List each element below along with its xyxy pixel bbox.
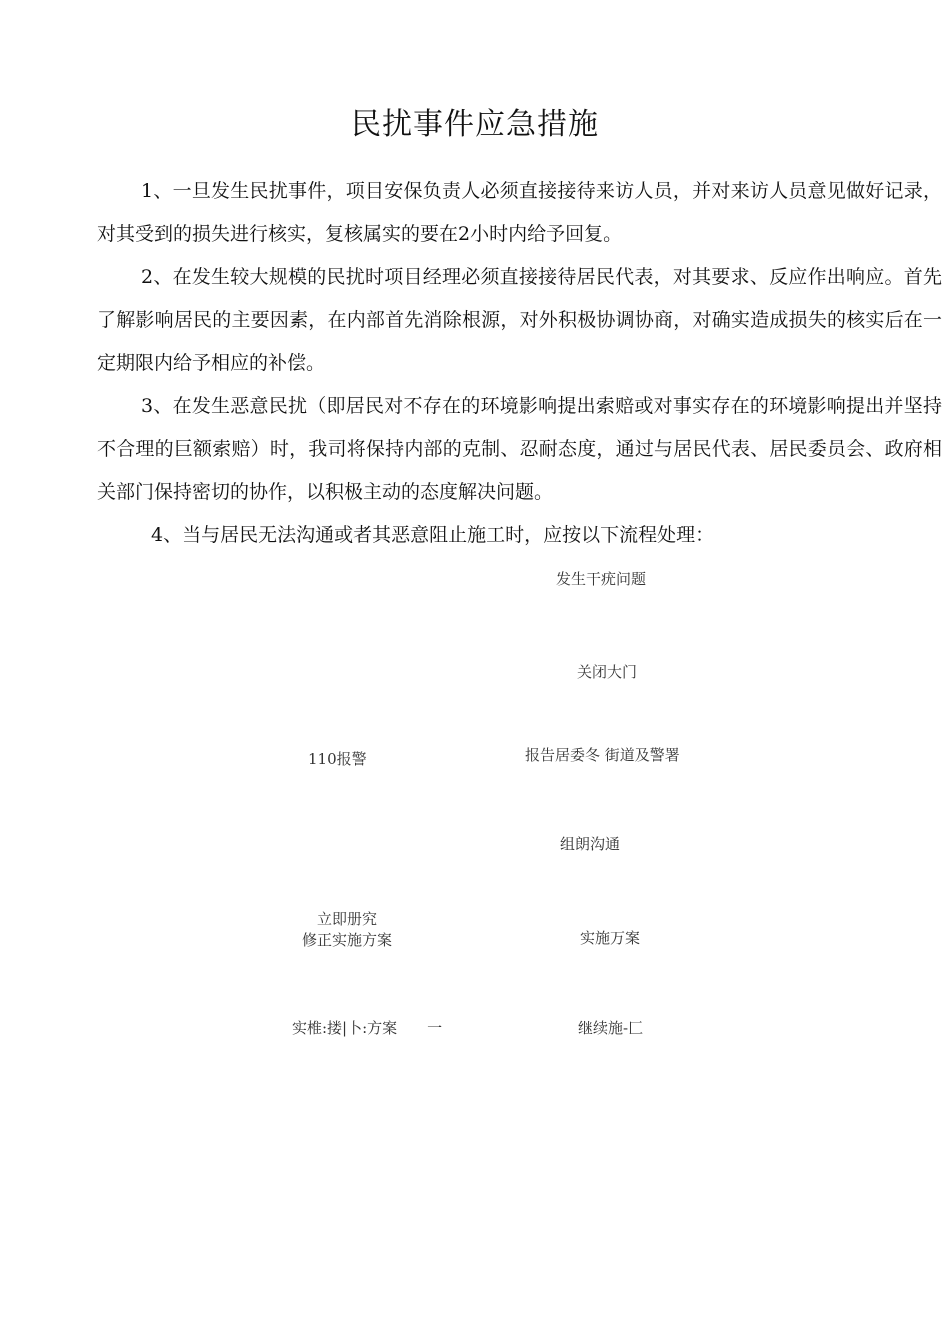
paragraph-3: 3、在发生恶意民扰（即居民对不存在的环境影响提出索赔或对事实存在的环境影响提出并坚持不合理的巨额索赔）时，我司将保持内部的克制、忍耐态度，通过与居民代表、居民委员会、政府相关部门保持密切的协作，以积极主动的态度解决问题。: [97, 395, 942, 503]
paragraph-1: 1、一旦发生民扰事件，项目安保负责人必须直接接待来访人员，并对来访人员意见做好记录，对其受到的损失进行核实，复核属实的要在2小时内给予回复。: [97, 180, 942, 245]
paragraph-2: 2、在发生较大规模的民扰时项目经理必须直接接待居民代表，对其要求、反应作出响应。首先了解影响居民的主要因素，在内部首先消除根源，对外积极协调协商，对确实造成损失的核实后在一定期限内给予相应的补偿。: [97, 266, 942, 374]
flow-node-study-line1: 立即册究: [317, 910, 378, 928]
flow-node-continue: 继续施-匚: [578, 1019, 644, 1037]
flow-node-implement: 实施万案: [580, 929, 641, 947]
document-body: [97, 170, 942, 557]
flow-node-occur: 发生干疣问题: [556, 570, 647, 588]
flow-node-110: 110报警: [308, 750, 367, 768]
flow-node-study: [302, 909, 392, 951]
flow-node-study-line2: 修正实施方案: [302, 931, 393, 949]
flow-node-communicate: 组朗沟通: [560, 835, 621, 853]
paragraph-4: 4、当与居民无法沟通或者其恶意阻止施工时，应按以下流程处理：: [151, 524, 715, 546]
flow-node-implement-revised: 实椎:搂|卜:方案 一: [292, 1019, 443, 1037]
flow-node-close-gate: 关闭大门: [577, 663, 638, 681]
flow-node-report: 报告居委冬 街道及警署: [525, 746, 680, 764]
page-title: 民扰事件应急措施: [351, 107, 599, 142]
